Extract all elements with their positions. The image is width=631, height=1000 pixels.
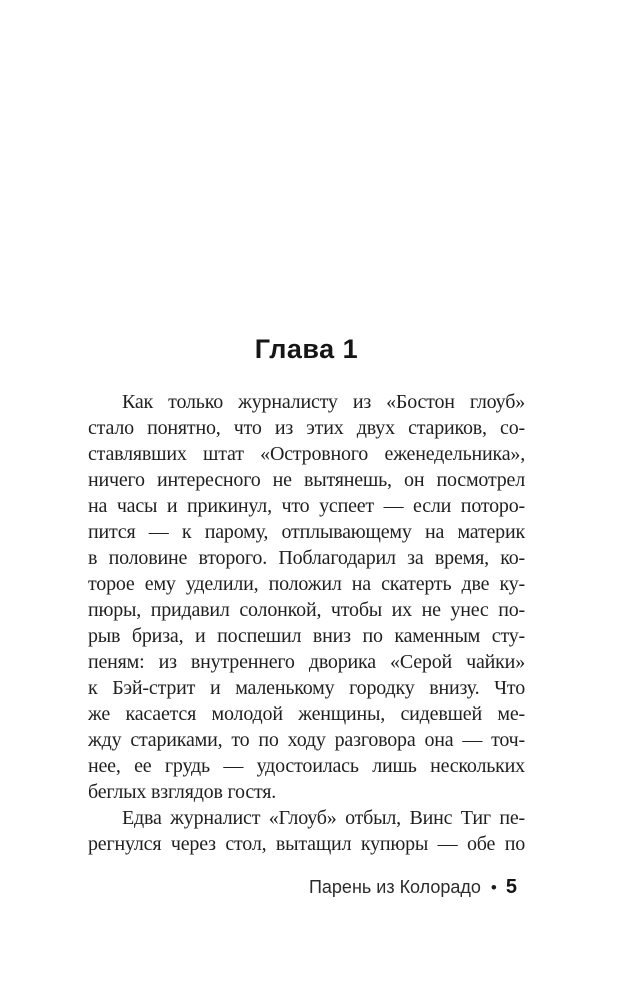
text-line: нее, ее грудь — удостоилась лишь нескольких	[88, 755, 525, 777]
page-footer	[88, 876, 525, 899]
text-line: рыв бриза, и поспешил вниз по каменным сту-	[88, 625, 525, 647]
footer-bullet-separator: •	[490, 878, 497, 897]
text-line: в половине второго. Поблагодарил за время, ко-	[88, 547, 525, 569]
text-line: регнулся через стол, вытащил купюры — обе по	[88, 833, 525, 855]
body-text	[88, 389, 525, 857]
text-line: ничего интересного не вытянешь, он посмотрел	[88, 469, 525, 491]
text-line: Едва журналист «Глоуб» отбыл, Винс Тиг пе-	[122, 807, 525, 829]
chapter-title: Глава 1	[254, 334, 359, 364]
footer-page-number: 5	[505, 876, 517, 898]
text-line: беглых взглядов гостя.	[88, 781, 277, 803]
text-line: к Бэй-стрит и маленькому городку внизу. Что	[88, 677, 525, 699]
text-line: пеням: из внутреннего дворика «Серой чайки»	[88, 651, 525, 673]
text-line: торое ему уделили, положил на скатерть две ку-	[88, 573, 525, 595]
footer-book-title: Парень из Колорадо	[308, 877, 481, 897]
text-line: ставлявших штат «Островного еженедельника»,	[88, 443, 525, 465]
text-line: пится — к парому, отплывающему на материк	[88, 521, 525, 543]
text-line: на часы и прикинул, что успеет — если поторо-	[88, 495, 525, 517]
text-line: стало понятно, что из этих двух стариков, со-	[88, 417, 525, 439]
text-line: жду стариками, то по ходу разговора она — точ-	[88, 729, 525, 751]
text-line: же касается молодой женщины, сидевшей ме-	[88, 703, 525, 725]
text-line: пюры, придавил солонкой, чтобы их не унес по-	[88, 599, 525, 621]
text-line: Как только журналисту из «Бостон глоуб»	[122, 391, 525, 413]
